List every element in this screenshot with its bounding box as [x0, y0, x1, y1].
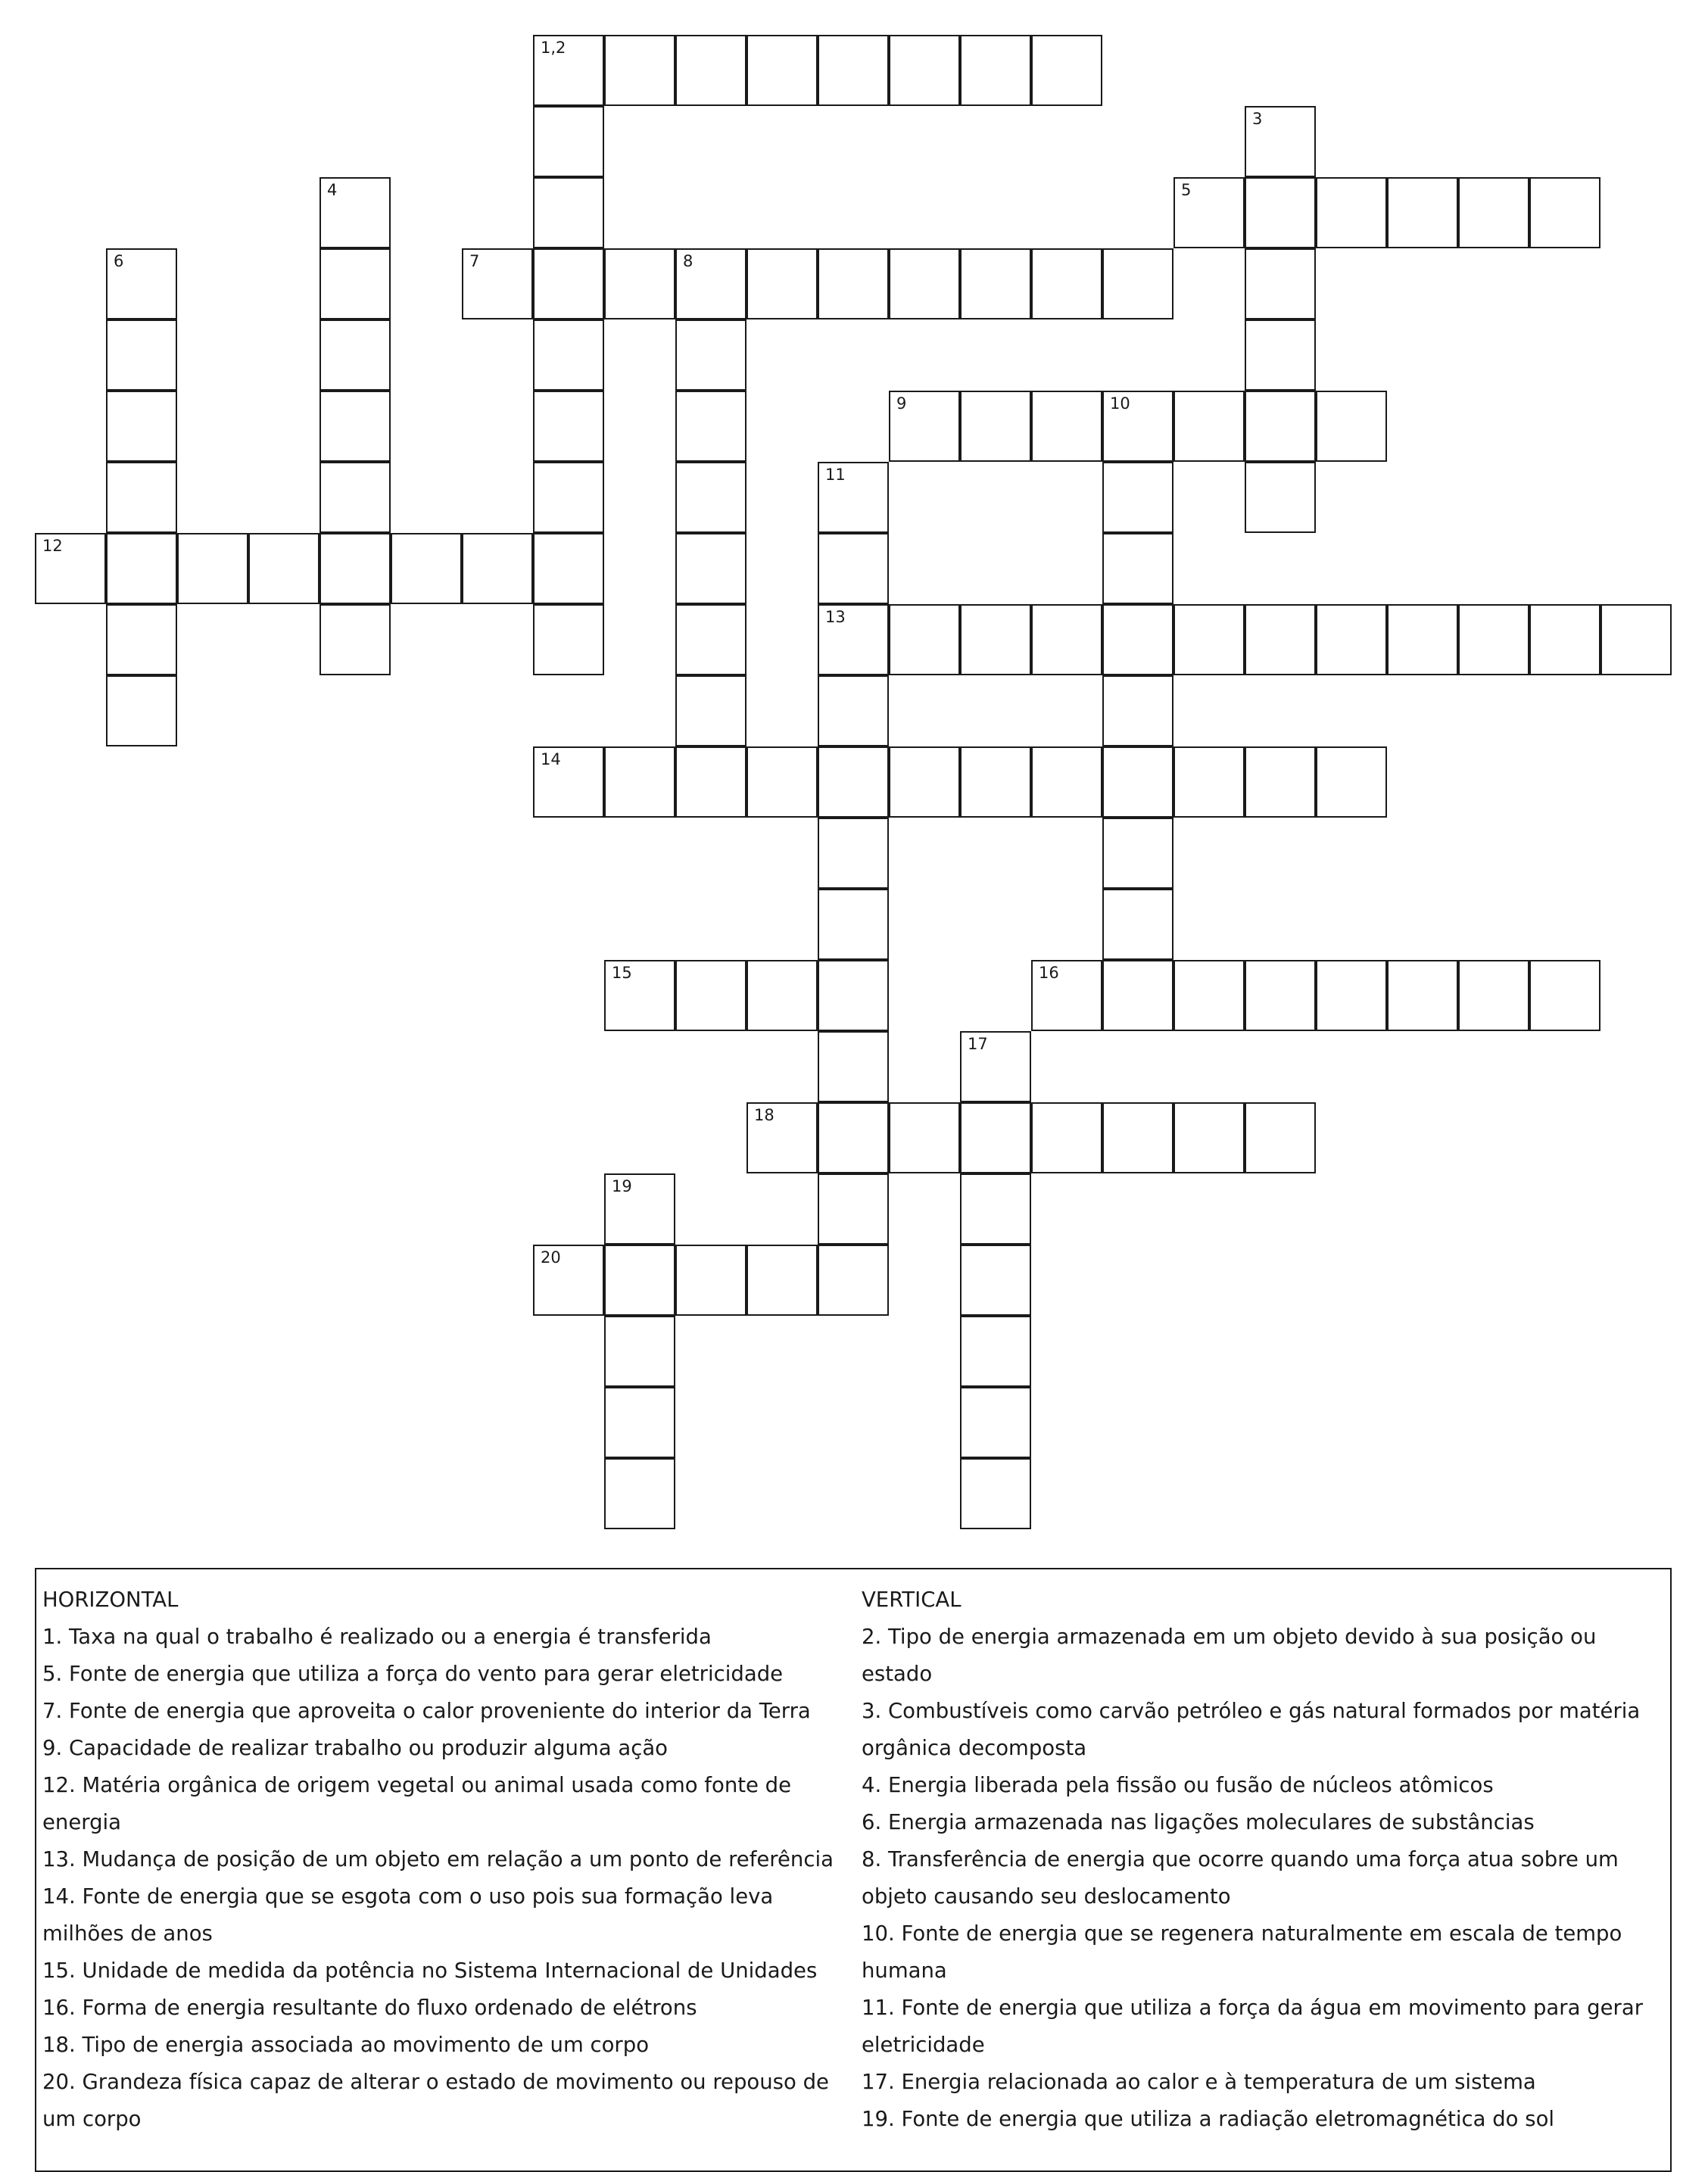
crossword-cell[interactable]: [1245, 960, 1316, 1031]
crossword-cell[interactable]: [1102, 818, 1173, 889]
crossword-cell[interactable]: [604, 1458, 675, 1529]
crossword-cell[interactable]: [1173, 177, 1245, 248]
crossword-cell[interactable]: [604, 960, 675, 1031]
crossword-cell[interactable]: [1031, 1102, 1102, 1173]
crossword-cell[interactable]: [889, 248, 960, 319]
crossword-cell[interactable]: [1173, 391, 1245, 462]
clue-number: 9: [896, 394, 907, 413]
crossword-cell[interactable]: [1245, 604, 1316, 675]
clue-number: 8: [683, 252, 693, 270]
clue-h1: 1. Taxa na qual o trabalho é realizado ou a energia é transferida: [42, 1625, 712, 1649]
clue-v3: 3. Combustíveis como carvão petróleo e gás natural formados por matéria orgânica decomposta: [862, 1699, 1641, 1760]
crossword-cell[interactable]: [604, 1387, 675, 1458]
clue-number: 18: [754, 1106, 775, 1124]
crossword-cell[interactable]: [1102, 533, 1173, 604]
crossword-cell[interactable]: [319, 391, 391, 462]
crossword-cell[interactable]: [106, 319, 177, 391]
crossword-cell[interactable]: [106, 248, 177, 319]
crossword-cell[interactable]: [889, 746, 960, 818]
clue-number: 16: [1039, 964, 1059, 982]
crossword-cell[interactable]: [1173, 746, 1245, 818]
crossword-cell[interactable]: [675, 462, 746, 533]
clue-v8: 8. Transferência de energia que ocorre quando uma força atua sobre um objeto causando seu deslocamento: [862, 1847, 1619, 1909]
crossword-cell[interactable]: [106, 604, 177, 675]
clue-number: 6: [114, 252, 124, 270]
crossword-cell[interactable]: [960, 1102, 1031, 1173]
crossword-cell[interactable]: [1529, 177, 1600, 248]
clue-h20: 20. Grandeza física capaz de alterar o estado de movimento ou repouso de um corpo: [42, 2070, 829, 2131]
crossword-cell[interactable]: [675, 960, 746, 1031]
clue-number: 19: [612, 1177, 632, 1195]
crossword-cell[interactable]: [604, 248, 675, 319]
crossword-cell[interactable]: [675, 533, 746, 604]
crossword-cell[interactable]: [533, 177, 604, 248]
crossword-cell[interactable]: [106, 462, 177, 533]
crossword-cell[interactable]: [818, 604, 889, 675]
crossword-cell[interactable]: [818, 889, 889, 960]
crossword-cell[interactable]: [1102, 391, 1173, 462]
crossword-cell[interactable]: [1316, 177, 1387, 248]
clue-v2: 2. Tipo de energia armazenada em um objeto devido à sua posição ou estado: [862, 1625, 1597, 1686]
crossword-cell[interactable]: [319, 177, 391, 248]
crossword-cell[interactable]: [746, 746, 818, 818]
crossword-cell[interactable]: [1102, 462, 1173, 533]
clue-number: 5: [1181, 181, 1192, 199]
crossword-cell[interactable]: [1387, 604, 1458, 675]
crossword-cell[interactable]: [248, 533, 319, 604]
clue-number: 15: [612, 964, 632, 982]
crossword-cell[interactable]: [746, 960, 818, 1031]
horizontal-clues: [42, 1581, 860, 2138]
crossword-cell[interactable]: [675, 1245, 746, 1316]
crossword-cell[interactable]: [746, 248, 818, 319]
crossword-cell[interactable]: [1529, 604, 1600, 675]
crossword-cell[interactable]: [818, 462, 889, 533]
crossword-cell[interactable]: [604, 746, 675, 818]
crossword-cell[interactable]: [818, 248, 889, 319]
crossword-cell[interactable]: [604, 35, 675, 106]
crossword-cell[interactable]: [533, 604, 604, 675]
crossword-cell[interactable]: [1458, 960, 1529, 1031]
clue-number: 14: [541, 750, 561, 768]
crossword-cell[interactable]: [1031, 960, 1102, 1031]
crossword-cell[interactable]: [818, 1173, 889, 1245]
crossword-cell[interactable]: [1316, 746, 1387, 818]
clue-v17: 17. Energia relacionada ao calor e à temperatura de um sistema: [862, 2070, 1536, 2094]
crossword-cell[interactable]: [604, 1316, 675, 1387]
crossword-cell[interactable]: [675, 604, 746, 675]
crossword-cell[interactable]: [1245, 462, 1316, 533]
clue-v19: 19. Fonte de energia que utiliza a radiação eletromagnética do sol: [862, 2107, 1555, 2131]
clue-number: 3: [1252, 110, 1263, 128]
crossword-cell[interactable]: [1387, 960, 1458, 1031]
clue-h14: 14. Fonte de energia que se esgota com o uso pois sua formação leva milhões de anos: [42, 1884, 774, 1946]
crossword-cell[interactable]: [889, 1102, 960, 1173]
crossword-cell[interactable]: [1245, 746, 1316, 818]
clue-h13: 13. Mudança de posição de um objeto em relação a um ponto de referência: [42, 1847, 834, 1871]
clue-number: 17: [968, 1035, 988, 1053]
clue-h18: 18. Tipo de energia associada ao movimento de um corpo: [42, 2033, 650, 2057]
vertical-heading: VERTICAL: [862, 1588, 962, 1612]
crossword-cell[interactable]: [1600, 604, 1672, 675]
crossword-cell[interactable]: [960, 1458, 1031, 1529]
crossword-cell[interactable]: [746, 35, 818, 106]
clue-number: 7: [469, 252, 480, 270]
crossword-cell[interactable]: [960, 1173, 1031, 1245]
crossword-cell[interactable]: [462, 533, 533, 604]
crossword-cell[interactable]: [818, 1245, 889, 1316]
crossword-cell[interactable]: [319, 319, 391, 391]
crossword-cell[interactable]: [960, 604, 1031, 675]
crossword-cell[interactable]: [319, 604, 391, 675]
crossword-cell[interactable]: [960, 1316, 1031, 1387]
crossword-cell[interactable]: [675, 35, 746, 106]
crossword-cell[interactable]: [818, 818, 889, 889]
crossword-cell[interactable]: [1245, 1102, 1316, 1173]
crossword-cell[interactable]: [1102, 889, 1173, 960]
crossword-cell[interactable]: [1102, 960, 1173, 1031]
clue-v11: 11. Fonte de energia que utiliza a força da água em movimento para gerar eletricidade: [862, 1996, 1644, 2057]
clue-number: 13: [825, 608, 846, 626]
crossword-cell[interactable]: [1245, 106, 1316, 177]
clue-number: 10: [1110, 394, 1130, 413]
crossword-cell[interactable]: [818, 35, 889, 106]
clue-number: 12: [42, 537, 63, 555]
crossword-cell[interactable]: [1173, 960, 1245, 1031]
crossword-cell[interactable]: [533, 319, 604, 391]
crossword-cell[interactable]: [818, 533, 889, 604]
crossword-cell[interactable]: [177, 533, 248, 604]
crossword-cell[interactable]: [1031, 391, 1102, 462]
crossword-cell[interactable]: [1245, 248, 1316, 319]
clue-number: 1,2: [541, 39, 566, 57]
crossword-cell[interactable]: [889, 35, 960, 106]
crossword-cell[interactable]: [1458, 177, 1529, 248]
crossword-cell[interactable]: [533, 1245, 604, 1316]
crossword-cell[interactable]: [1316, 960, 1387, 1031]
clue-h9: 9. Capacidade de realizar trabalho ou produzir alguma ação: [42, 1736, 669, 1760]
crossword-cell[interactable]: [818, 675, 889, 746]
crossword-cell[interactable]: [960, 1245, 1031, 1316]
crossword-cell[interactable]: [106, 675, 177, 746]
crossword-cell[interactable]: [1529, 960, 1600, 1031]
crossword-cell[interactable]: [604, 1173, 675, 1245]
crossword-cell[interactable]: [533, 533, 604, 604]
crossword-cell[interactable]: [533, 391, 604, 462]
crossword-cell[interactable]: [1102, 746, 1173, 818]
clue-h12: 12. Matéria orgânica de origem vegetal ou animal usada como fonte de energia: [42, 1773, 792, 1834]
crossword-cell[interactable]: [533, 248, 604, 319]
crossword-cell[interactable]: [1316, 604, 1387, 675]
clue-v6: 6. Energia armazenada nas ligações moleculares de substâncias: [862, 1810, 1535, 1834]
crossword-cell[interactable]: [319, 248, 391, 319]
clue-h16: 16. Forma de energia resultante do fluxo ordenado de elétrons: [42, 1996, 697, 2020]
crossword-cell[interactable]: [746, 1245, 818, 1316]
horizontal-heading: HORIZONTAL: [42, 1588, 179, 1612]
crossword-cell[interactable]: [1031, 248, 1102, 319]
clue-number: 4: [327, 181, 338, 199]
crossword-cell[interactable]: [1458, 604, 1529, 675]
crossword-cell[interactable]: [1102, 604, 1173, 675]
crossword-cell[interactable]: [960, 1031, 1031, 1102]
crossword-cell[interactable]: [960, 746, 1031, 818]
crossword-cell[interactable]: [391, 533, 462, 604]
crossword-cell[interactable]: [675, 746, 746, 818]
crossword-cell[interactable]: [1031, 746, 1102, 818]
clue-h5: 5. Fonte de energia que utiliza a força do vento para gerar eletricidade: [42, 1662, 784, 1686]
crossword-cell[interactable]: [319, 462, 391, 533]
crossword-cell[interactable]: [746, 1102, 818, 1173]
clues-panel: [35, 1568, 1672, 2172]
crossword-cell[interactable]: [675, 319, 746, 391]
clue-number: 20: [541, 1248, 561, 1267]
crossword-cell[interactable]: [960, 35, 1031, 106]
crossword-cell[interactable]: [818, 960, 889, 1031]
crossword-cell[interactable]: [675, 675, 746, 746]
crossword-cell[interactable]: [889, 391, 960, 462]
crossword-cell[interactable]: [1245, 177, 1316, 248]
crossword-cell[interactable]: [960, 248, 1031, 319]
crossword-cell[interactable]: [960, 1387, 1031, 1458]
crossword-cell[interactable]: [1387, 177, 1458, 248]
crossword-cell[interactable]: [1173, 1102, 1245, 1173]
clue-number: 11: [825, 466, 846, 484]
crossword-cell[interactable]: [1102, 248, 1173, 319]
clue-v4: 4. Energia liberada pela fissão ou fusão de núcleos atômicos: [862, 1773, 1494, 1797]
clue-v10: 10. Fonte de energia que se regenera naturalmente em escala de tempo humana: [862, 1921, 1622, 1983]
crossword-cell[interactable]: [319, 533, 391, 604]
crossword-cell[interactable]: [1245, 391, 1316, 462]
crossword-cell[interactable]: [818, 746, 889, 818]
crossword-cell[interactable]: [106, 533, 177, 604]
crossword-cell[interactable]: [533, 35, 604, 106]
crossword-cell[interactable]: [1316, 391, 1387, 462]
vertical-clues: [862, 1581, 1664, 2138]
crossword-cell[interactable]: [1173, 604, 1245, 675]
crossword-cell[interactable]: [462, 248, 533, 319]
crossword-cell[interactable]: [818, 1031, 889, 1102]
crossword-cell[interactable]: [1245, 319, 1316, 391]
crossword-cell[interactable]: [889, 604, 960, 675]
crossword-cell[interactable]: [960, 391, 1031, 462]
crossword-cell[interactable]: [1102, 1102, 1173, 1173]
crossword-cell[interactable]: [106, 391, 177, 462]
crossword-cell[interactable]: [1031, 35, 1102, 106]
crossword-cell[interactable]: [533, 746, 604, 818]
clue-h15: 15. Unidade de medida da potência no Sistema Internacional de Unidades: [42, 1959, 818, 1983]
crossword-cell[interactable]: [675, 248, 746, 319]
crossword-cell[interactable]: [1102, 675, 1173, 746]
crossword-cell[interactable]: [533, 106, 604, 177]
crossword-cell[interactable]: [533, 462, 604, 533]
crossword-cell[interactable]: [818, 1102, 889, 1173]
crossword-cell[interactable]: [604, 1245, 675, 1316]
crossword-cell[interactable]: [675, 391, 746, 462]
crossword-cell[interactable]: [35, 533, 106, 604]
crossword-cell[interactable]: [1031, 604, 1102, 675]
clue-h7: 7. Fonte de energia que aproveita o calor proveniente do interior da Terra: [42, 1699, 811, 1723]
